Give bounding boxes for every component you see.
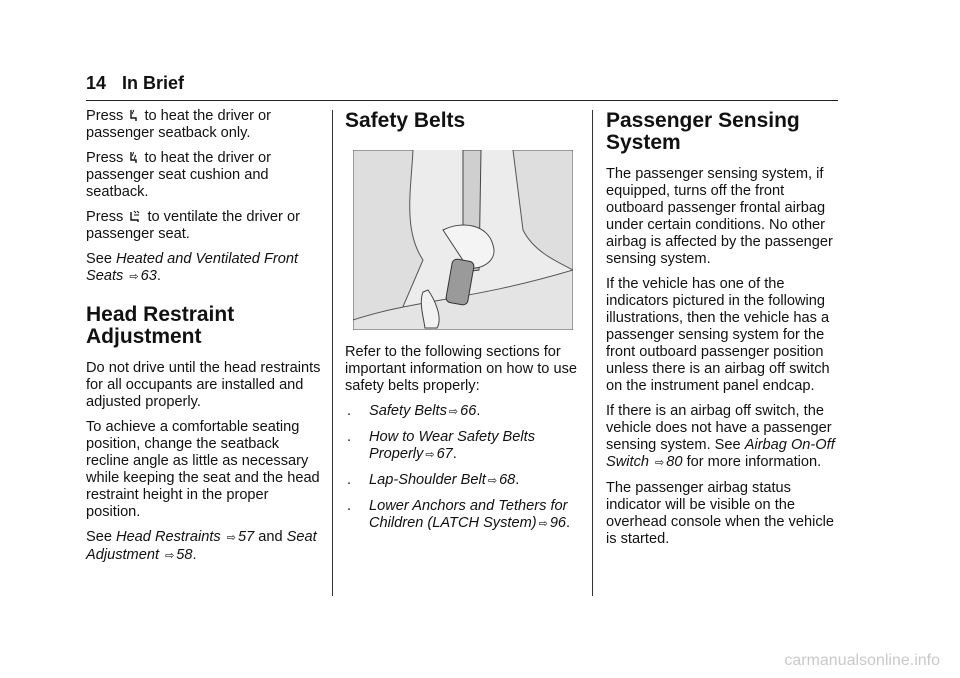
list-item: . Lap-Shoulder Belt ⇨ 68. <box>347 472 520 488</box>
xref-page[interactable]: 80 <box>666 454 683 470</box>
xref-page[interactable]: 67 <box>436 446 453 462</box>
page-arrow-icon: ⇨ <box>487 475 498 487</box>
xref-page[interactable]: 96 <box>549 515 567 531</box>
page-arrow-icon: ⇨ <box>226 532 236 544</box>
paragraph-seating-position: To achieve a comfortable seating position, change the seatback recline angle as little as necessary while keeping the seat and the head restraint height in the proper position. <box>86 419 320 520</box>
paragraph-head-restraint-warning: Do not drive until the head restraints for all occupants are installed and adjusted properly. <box>86 360 321 410</box>
paragraph-safety-belts-intro: Refer to the following sections for important information on how to use safety belts properly: <box>345 344 578 394</box>
column-divider <box>332 110 333 596</box>
xref-airbag-switch[interactable]: Airbag On-Off Switch <box>606 437 835 470</box>
watermark: carmanualsonline.info <box>784 652 940 669</box>
xref-heated-seats[interactable]: Heated and Ventilated Front Seats <box>86 251 299 284</box>
column-middle <box>345 108 577 541</box>
paragraph-heat-seatback: Press to heat the driver or passenger seatback only. <box>86 108 271 141</box>
ventilated-seat-icon <box>128 210 141 223</box>
heading-safety-belts: Safety Belts <box>345 109 466 132</box>
page-arrow-icon: ⇨ <box>165 550 175 562</box>
xref-lap-shoulder-belt[interactable]: Lap-Shoulder Belt <box>369 472 486 488</box>
page-number: 14 <box>86 73 107 93</box>
safety-belt-illustration <box>353 150 573 330</box>
page-arrow-icon: ⇨ <box>425 449 435 461</box>
xref-page[interactable]: 58 <box>176 547 193 563</box>
list-item: . Safety Belts ⇨ 66. <box>347 403 481 419</box>
page-arrow-icon: ⇨ <box>129 271 139 283</box>
section-title: In Brief <box>122 73 185 93</box>
paragraph-heat-cushion: Press to heat the driver or passenger seat cushion and seatback. <box>86 150 271 200</box>
heading-head-restraint: Head Restraint Adjustment <box>86 303 235 348</box>
xref-page[interactable]: 68 <box>499 472 516 488</box>
xref-seat-adjustment[interactable]: Seat Adjustment <box>86 529 317 563</box>
page-header <box>86 72 838 101</box>
xref-head-restraints[interactable]: Head Restraints <box>116 529 221 545</box>
column-divider <box>592 110 593 596</box>
paragraph-airbag-off-switch: If there is an airbag off switch, the vehicle does not have a passenger sensing system. See Airbag On-Off Switch ⇨ 80 for more information. <box>606 403 835 470</box>
xref-page[interactable]: 57 <box>237 529 255 545</box>
heated-seat-cushion-icon <box>128 151 138 164</box>
paragraph-status-indicator: The passenger airbag status indicator will be visible on the overhead console when the vehicle is started. <box>606 480 834 547</box>
xref-how-to-wear[interactable]: How to Wear Safety Belts Properly <box>369 429 536 462</box>
xref-latch-system[interactable]: Lower Anchors and Tethers for Children (LATCH System) <box>369 498 568 531</box>
page-arrow-icon: ⇨ <box>655 457 665 469</box>
paragraph-sensing-intro: The passenger sensing system, if equipped, turns off the front outboard passenger frontal airbag under certain conditions. No other airbag is affected by the passenger sensing system. <box>606 166 833 267</box>
heated-seatback-icon <box>128 109 138 122</box>
column-left <box>86 108 322 573</box>
list-item: . How to Wear Safety Belts Properly ⇨ 67. <box>347 429 536 462</box>
heading-passenger-sensing: Passenger Sensing System <box>606 109 800 154</box>
page-arrow-icon: ⇨ <box>448 406 459 418</box>
xref-page[interactable]: 66 <box>460 403 477 419</box>
xref-safety-belts[interactable]: Safety Belts <box>369 403 447 419</box>
list-item: . Lower Anchors and Tethers for Children (LATCH System) ⇨ 96. <box>347 498 571 531</box>
xref-page[interactable]: 63 <box>140 268 157 284</box>
paragraph-indicators: If the vehicle has one of the indicators pictured in the following illustrations, then the vehicle has a passenger sensing system for the front outboard passenger position unless there is an airbag off switch on the instrument panel endcap. <box>606 276 830 394</box>
paragraph-see-heated-seats: See Heated and Ventilated Front Seats ⇨ 63. <box>86 251 299 284</box>
paragraph-see-head-restraints: See Head Restraints ⇨ 57 and Seat Adjustment ⇨ 58. <box>86 529 317 563</box>
page-arrow-icon: ⇨ <box>538 518 548 530</box>
column-right <box>606 108 838 556</box>
paragraph-ventilate: Press to ventilate the driver or passenger seat. <box>86 209 300 242</box>
